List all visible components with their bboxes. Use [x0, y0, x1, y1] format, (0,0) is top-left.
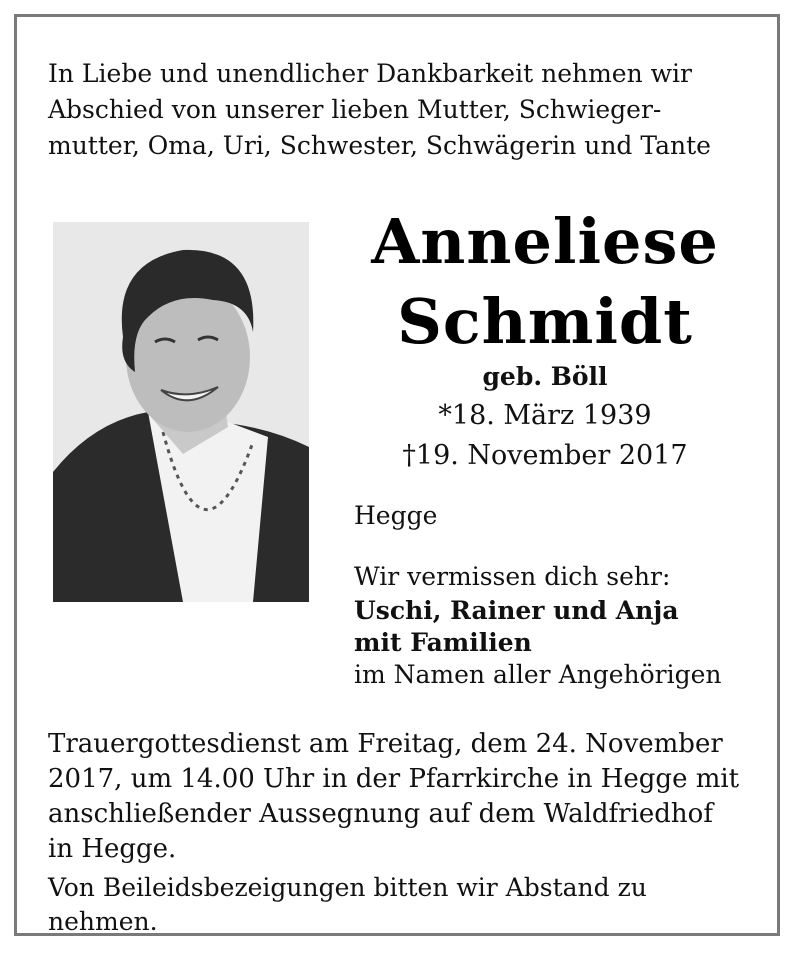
service-line: 2017, um 14.00 Uhr in der Pfarrkirche in Hegge mit [48, 764, 740, 794]
intro-line: Abschied von unserer lieben Mutter, Schwieger- [48, 95, 662, 124]
intro-text [48, 56, 753, 164]
deceased-last-name: Schmidt [397, 285, 693, 358]
family-names: Uschi, Rainer und Anja [354, 596, 679, 625]
service-details [48, 727, 753, 867]
service-line: in Hegge. [48, 834, 177, 864]
maiden-name: geb. Böll [482, 362, 608, 391]
farewell-message: Wir vermissen dich sehr: [354, 562, 671, 591]
service-line: Trauergottesdienst am Freitag, dem 24. November [48, 729, 723, 759]
birth-date: *18. März 1939 [438, 400, 652, 431]
intro-line: In Liebe und unendlicher Dankbarkeit nehmen wir [48, 59, 692, 88]
family-relatives: im Namen aller Angehörigen [354, 660, 722, 689]
portrait-image [53, 222, 309, 602]
portrait-photo [53, 222, 309, 602]
intro-line: mutter, Oma, Uri, Schwester, Schwägerin und Tante [48, 131, 711, 160]
family-suffix: mit Familien [354, 628, 532, 657]
service-line: anschließender Aussegnung auf dem Waldfriedhof [48, 799, 713, 829]
deceased-first-name: Anneliese [371, 205, 719, 278]
place-of-residence: Hegge [354, 501, 438, 530]
death-date: †19. November 2017 [402, 440, 688, 471]
condolence-note: Von Beileidsbezeigungen bitten wir Abstand zu nehmen. [48, 873, 647, 936]
